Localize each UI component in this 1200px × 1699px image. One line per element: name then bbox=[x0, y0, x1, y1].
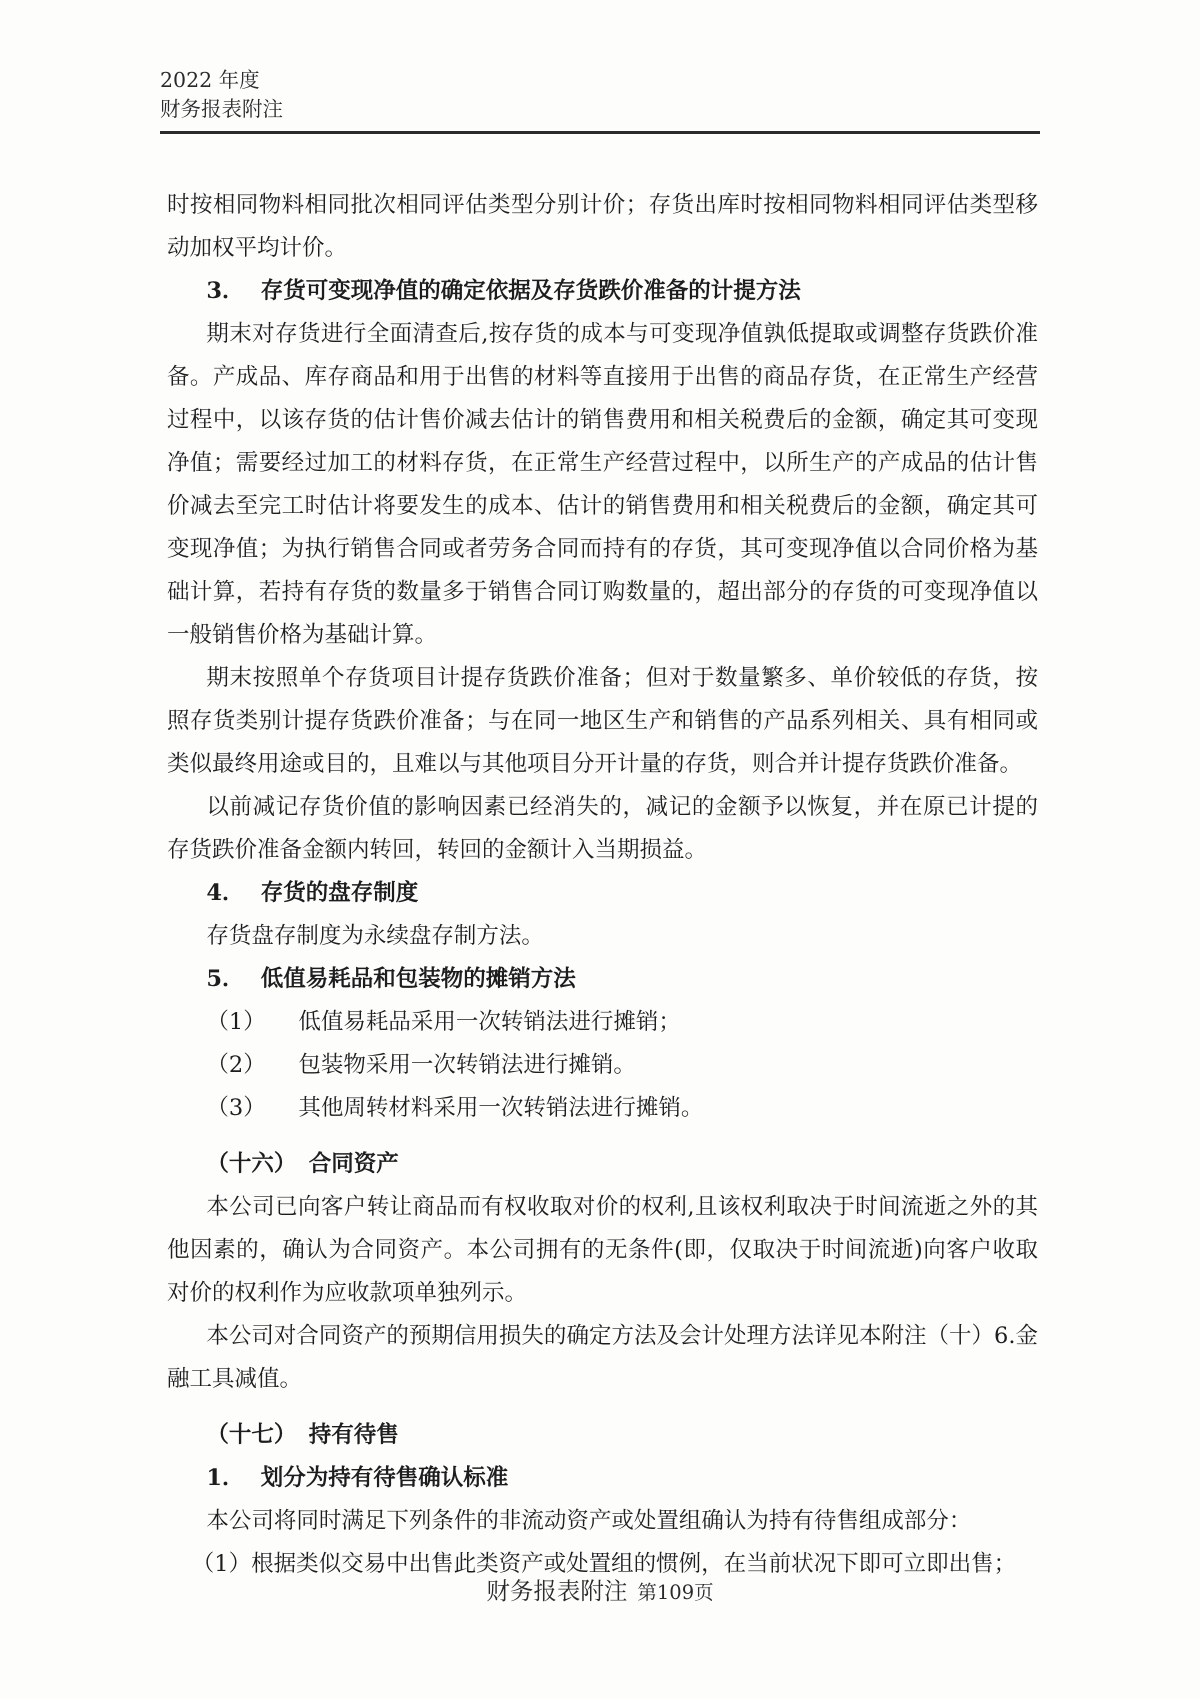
list-item-text: 其他周转材料采用一次转销法进行摊销。 bbox=[298, 1095, 704, 1121]
paragraph-nrv-determination: 期末对存货进行全面清查后,按存货的成本与可变现净值孰低提取或调整存货跌价准备。产成品、库存商品和用于出售的材料等直接用于出售的商品存货，在正常生产经营过程中，以该存货的估计售价减去估计的销售费用和相关税费后的金额，确定其可变现净值；需要经过加工的材料存货，在正常生产经营过程中，以所生产的产成品的估计售价减去至完工时估计将要发生的成本、估计的销售费用和相关税费后的金额，确定其可变现净值；为执行销售合同或者劳务合同而持有的存货，其可变现净值以合同价格为基础计算，若持有存货的数量多于销售合同订购数量的，超出部分的存货的可变现净值以一般销售价格为基础计算。 bbox=[167, 321, 1038, 648]
list-item-other-materials bbox=[167, 1087, 1038, 1130]
section-number: （十七） bbox=[206, 1422, 297, 1448]
page-footer bbox=[0, 1572, 1200, 1606]
paragraph-held-for-sale-conditions: 本公司将同时满足下列条件的非流动资产或处置组确认为持有待售组成部分： bbox=[206, 1508, 972, 1534]
list-item-text: 低值易耗品采用一次转销法进行摊销； bbox=[298, 1009, 681, 1035]
footer-doc-title: 财务报表附注 bbox=[486, 1577, 628, 1605]
paragraph-condition-1: （1）根据类似交易中出售此类资产或处置组的惯例，在当前状况下即可立即出售； bbox=[191, 1551, 1017, 1577]
list-item-number: （2） bbox=[206, 1052, 266, 1078]
header-year-line: 2022 年度 bbox=[160, 68, 260, 92]
heading-number: 4． bbox=[206, 880, 245, 906]
heading-text: 存货的盘存制度 bbox=[260, 880, 419, 906]
heading-1-held-for-sale-criteria bbox=[167, 1457, 1038, 1500]
section-number: （十六） bbox=[206, 1151, 297, 1177]
list-item-number: （1） bbox=[206, 1009, 266, 1035]
list-item-low-value-consumables bbox=[167, 1001, 1038, 1044]
list-item-text: 包装物采用一次转销法进行摊销。 bbox=[298, 1052, 636, 1078]
page-header bbox=[160, 66, 1040, 134]
header-doc-title: 财务报表附注 bbox=[160, 97, 283, 121]
section-heading-17-held-for-sale bbox=[167, 1414, 1038, 1457]
list-item-packaging bbox=[167, 1044, 1038, 1087]
footer-page-number: 第109页 bbox=[637, 1581, 714, 1604]
heading-text: 存货可变现净值的确定依据及存货跌价准备的计提方法 bbox=[260, 278, 801, 304]
heading-4-inventory-system bbox=[167, 872, 1038, 915]
heading-text: 划分为持有待售确认标准 bbox=[260, 1465, 509, 1491]
paragraph-provision-by-item: 期末按照单个存货项目计提存货跌价准备；但对于数量繁多、单价较低的存货，按照存货类别计提存货跌价准备；与在同一地区生产和销售的产品系列相关、具有相同或类似最终用途或目的，且难以与其他项目分开计量的存货，则合并计提存货跌价准备。 bbox=[167, 665, 1038, 777]
list-item-number: （3） bbox=[206, 1095, 266, 1121]
document-body bbox=[167, 184, 1038, 1586]
heading-5-amortization-method bbox=[167, 958, 1038, 1001]
heading-number: 1． bbox=[206, 1465, 245, 1491]
heading-number: 5． bbox=[206, 966, 245, 992]
paragraph-reversal: 以前减记存货价值的影响因素已经消失的，减记的金额予以恢复，并在原已计提的存货跌价准备金额内转回，转回的金额计入当期损益。 bbox=[167, 794, 1038, 863]
heading-text: 低值易耗品和包装物的摊销方法 bbox=[260, 966, 576, 992]
paragraph-perpetual-inventory: 存货盘存制度为永续盘存制方法。 bbox=[206, 923, 544, 949]
paragraph-valuation-continuation: 时按相同物料相同批次相同评估类型分别计价；存货出库时按相同物料相同评估类型移动加权平均计价。 bbox=[167, 192, 1038, 261]
header-rule bbox=[160, 131, 1040, 134]
section-heading-16-contract-assets bbox=[167, 1143, 1038, 1186]
paragraph-contract-assets-definition: 本公司已向客户转让商品而有权收取对价的权利,且该权利取决于时间流逝之外的其他因素的，确认为合同资产。本公司拥有的无条件(即，仅取决于时间流逝)向客户收取对价的权利作为应收款项单独列示。 bbox=[167, 1194, 1038, 1306]
heading-number: 3． bbox=[206, 278, 245, 304]
section-title: 合同资产 bbox=[308, 1151, 399, 1177]
section-title: 持有待售 bbox=[308, 1422, 399, 1448]
heading-3-inventory-nrv bbox=[167, 270, 1038, 313]
paragraph-contract-assets-ecl: 本公司对合同资产的预期信用损失的确定方法及会计处理方法详见本附注（十）6.金融工具减值。 bbox=[167, 1323, 1038, 1392]
